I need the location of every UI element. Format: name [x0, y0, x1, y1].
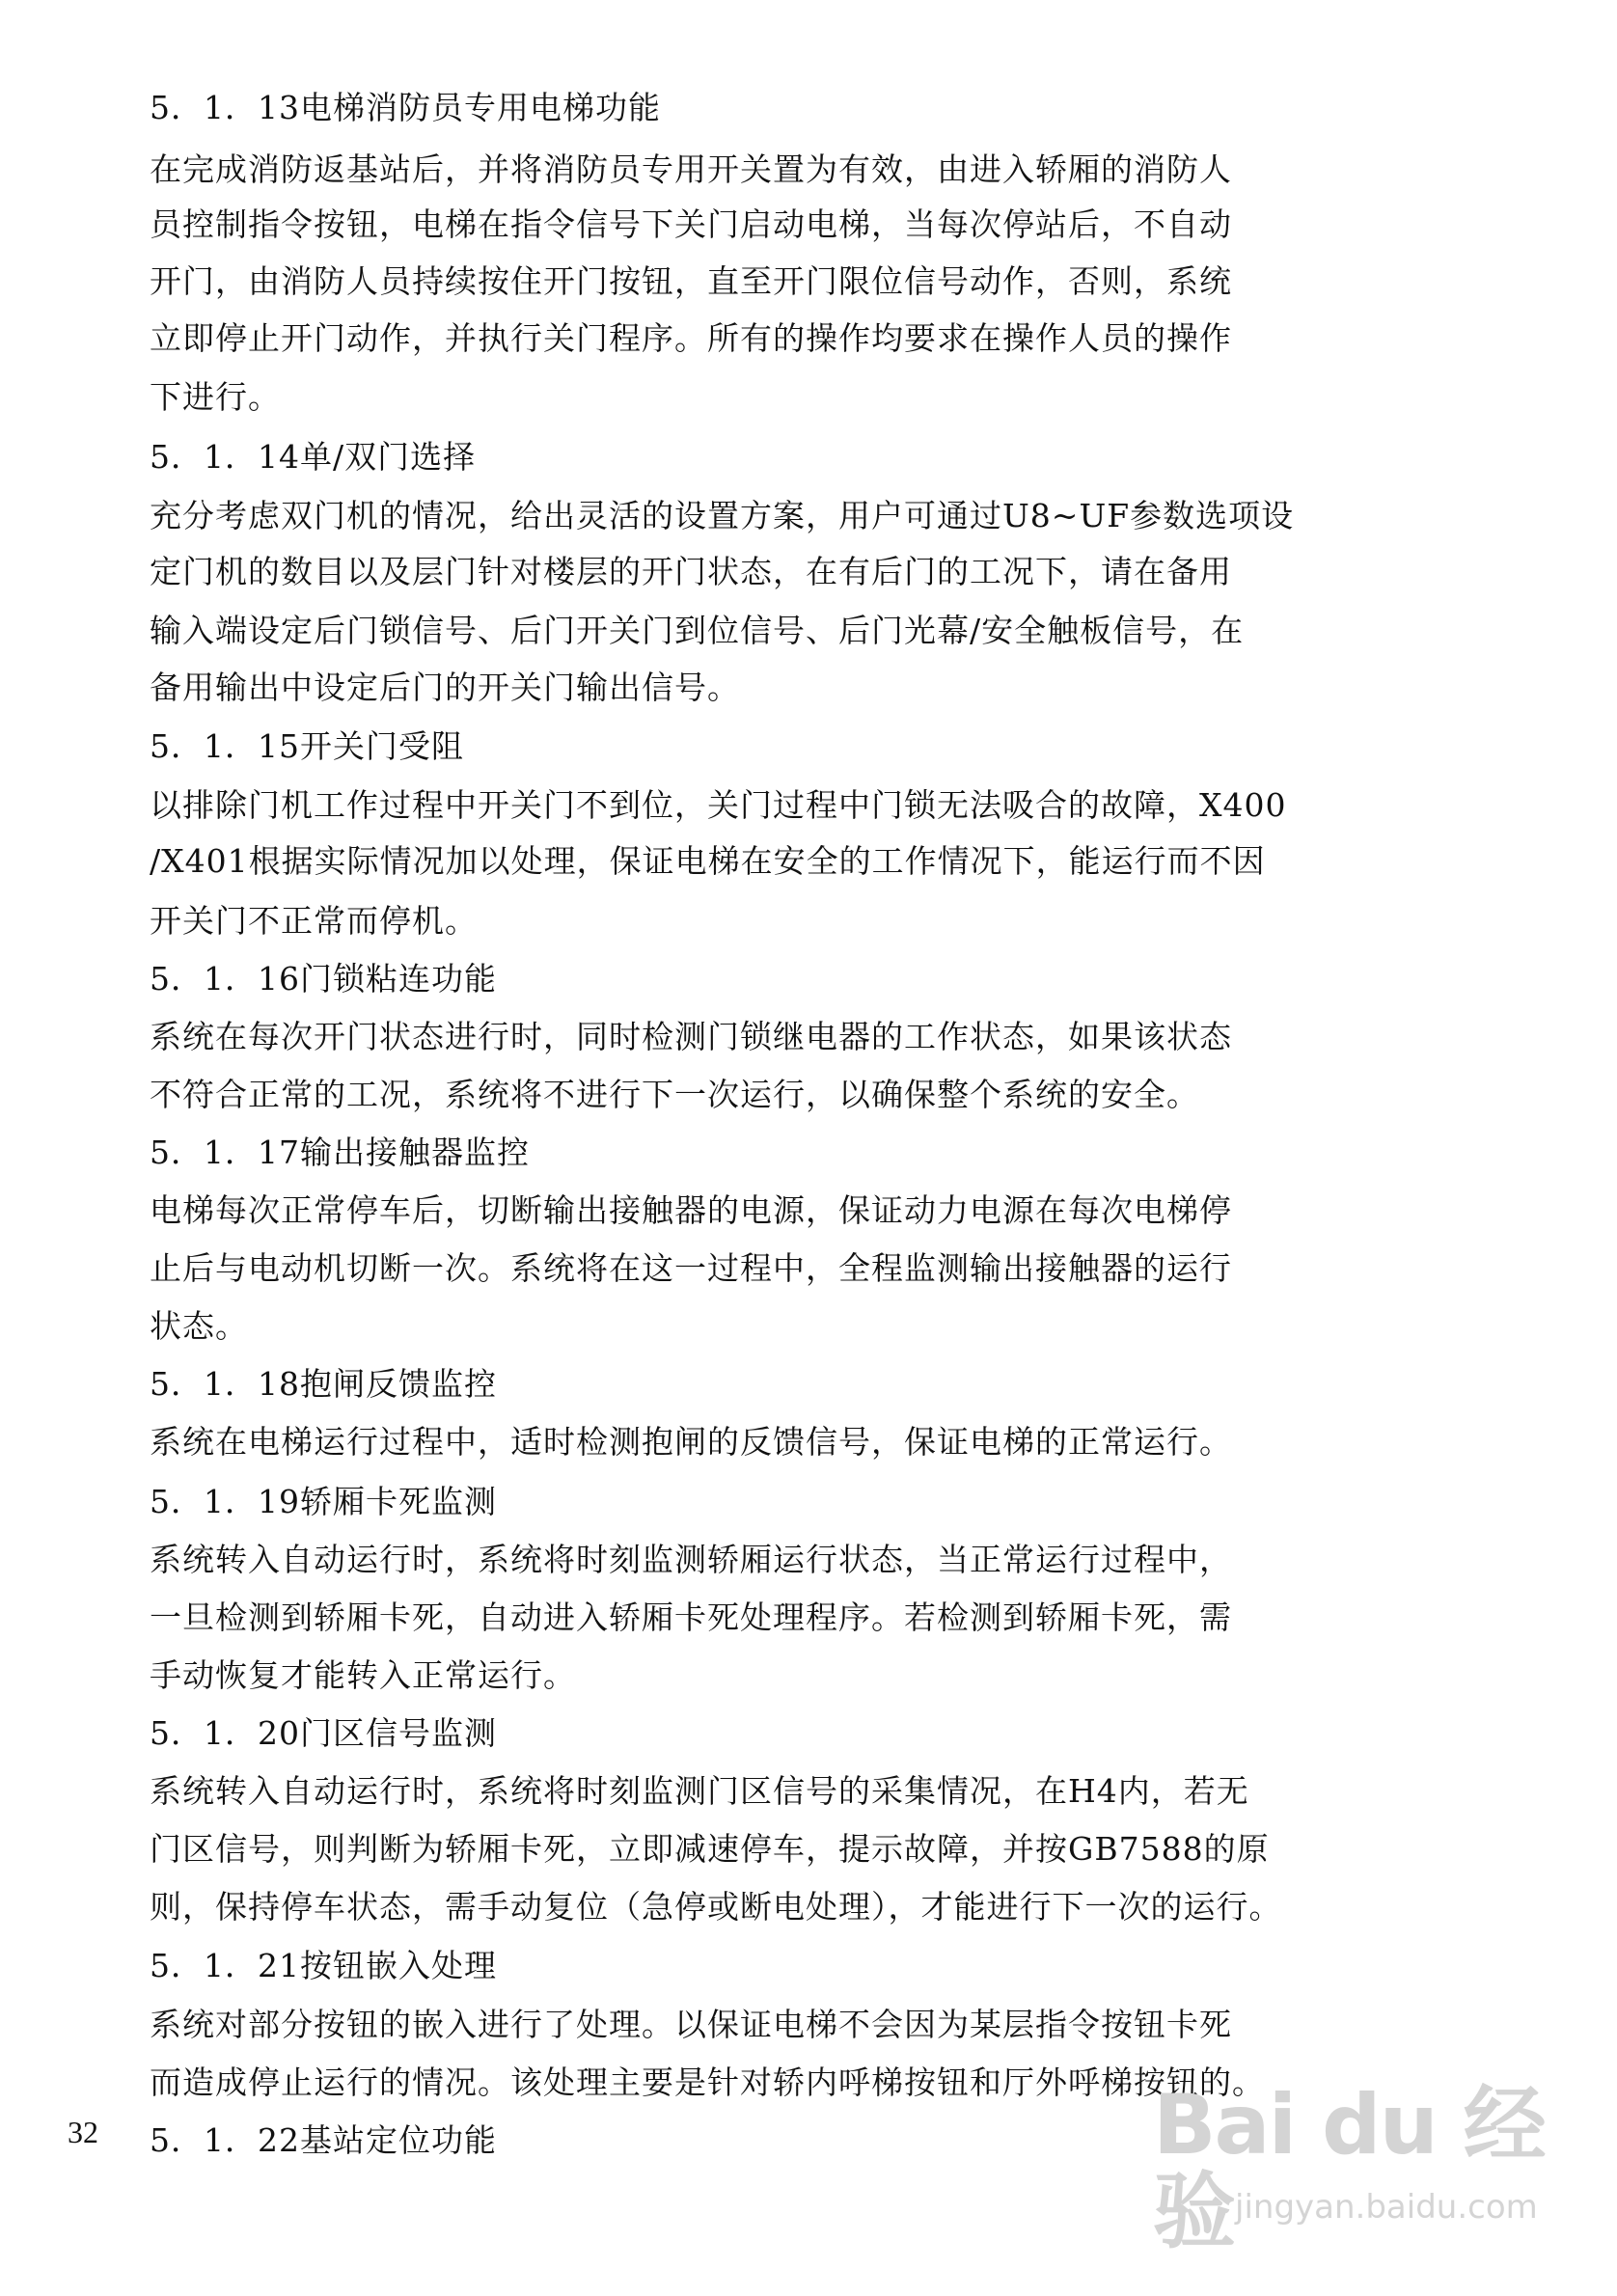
paragraph-line: 状态。: [150, 1307, 248, 1345]
paragraph-line: 系统转入自动运行时，系统将时刻监测门区信号的采集情况，在H4内，若无: [150, 1772, 1249, 1810]
paragraph-line: 下进行。: [150, 378, 281, 416]
paragraph-line: 充分考虑双门机的情况，给出灵活的设置方案，用户可通过U8~UF参数选项设: [150, 497, 1295, 534]
heading-5-1-13: 5．1．13电梯消防员专用电梯功能: [150, 89, 661, 126]
paragraph-line: 开门，由消防人员持续按住开门按钮，直至开门限位信号动作，否则，系统: [150, 262, 1232, 300]
heading-5-1-17: 5．1．17输出接触器监控: [150, 1134, 530, 1171]
heading-5-1-22: 5．1．22基站定位功能: [150, 2121, 497, 2159]
paragraph-line: 输入端设定后门锁信号、后门开关门到位信号、后门光幕/安全触板信号，在: [150, 612, 1245, 649]
paragraph-line: 系统转入自动运行时，系统将时刻监测轿厢运行状态，当正常运行过程中，: [150, 1541, 1232, 1578]
page-number: 32: [68, 2115, 98, 2149]
heading-5-1-21: 5．1．21按钮嵌入处理: [150, 1947, 497, 1984]
paragraph-line: 开关门不正常而停机。: [150, 902, 478, 940]
paragraph-line: 不符合正常的工况，系统将不进行下一次运行，以确保整个系统的安全。: [150, 1076, 1199, 1113]
paragraph-line: 在完成消防返基站后，并将消防员专用开关置为有效，由进入轿厢的消防人: [150, 150, 1232, 188]
heading-5-1-16: 5．1．16门锁粘连功能: [150, 960, 497, 998]
heading-5-1-14: 5．1．14单/双门选择: [150, 438, 477, 476]
paragraph-line: 门区信号，则判断为轿厢卡死，立即减速停车，提示故障，并按GB7588的原: [150, 1830, 1270, 1868]
paragraph-line: 一旦检测到轿厢卡死，自动进入轿厢卡死处理程序。若检测到轿厢卡死，需: [150, 1599, 1232, 1636]
paragraph-line: 手动恢复才能转入正常运行。: [150, 1656, 576, 1694]
heading-5-1-19: 5．1．19轿厢卡死监测: [150, 1483, 497, 1520]
paragraph-line: 备用输出中设定后门的开关门输出信号。: [150, 669, 740, 706]
paragraph-line: /X401根据实际情况加以处理，保证电梯在安全的工作情况下，能运行而不因: [150, 842, 1266, 880]
paragraph-line: 系统在每次开门状态进行时，同时检测门锁继电器的工作状态，如果该状态: [150, 1018, 1232, 1055]
paragraph-line: 以排除门机工作过程中开关门不到位，关门过程中门锁无法吸合的故障，X400: [150, 786, 1287, 824]
paragraph-line: 则，保持停车状态，需手动复位（急停或断电处理），才能进行下一次的运行。: [150, 1888, 1282, 1926]
watermark-url: jingyan.baidu.com: [1235, 2188, 1538, 2227]
paragraph-line: 而造成停止运行的情况。该处理主要是针对轿内呼梯按钮和厅外呼梯按钮的。: [150, 2064, 1265, 2101]
paragraph-line: 系统对部分按钮的嵌入进行了处理。以保证电梯不会因为某层指令按钮卡死: [150, 2006, 1232, 2043]
paragraph-line: 定门机的数目以及层门针对楼层的开门状态，在有后门的工况下，请在备用: [150, 553, 1232, 590]
heading-5-1-15: 5．1．15开关门受阻: [150, 727, 464, 765]
paragraph-line: 止后与电动机切断一次。系统将在这一过程中，全程监测输出接触器的运行: [150, 1249, 1232, 1287]
paragraph-line: 立即停止开门动作，并执行关门程序。所有的操作均要求在操作人员的操作: [150, 319, 1232, 357]
heading-5-1-20: 5．1．20门区信号监测: [150, 1714, 497, 1752]
baidu-jingyan-watermark-logo: Bai du 经验: [1153, 2077, 1545, 2260]
paragraph-line: 员控制指令按钮，电梯在指令信号下关门启动电梯，当每次停站后，不自动: [150, 205, 1232, 243]
heading-5-1-18: 5．1．18抱闸反馈监控: [150, 1365, 497, 1403]
paragraph-line: 系统在电梯运行过程中，适时检测抱闸的反馈信号，保证电梯的正常运行。: [150, 1423, 1232, 1461]
paragraph-line: 电梯每次正常停车后，切断输出接触器的电源，保证动力电源在每次电梯停: [150, 1191, 1232, 1229]
